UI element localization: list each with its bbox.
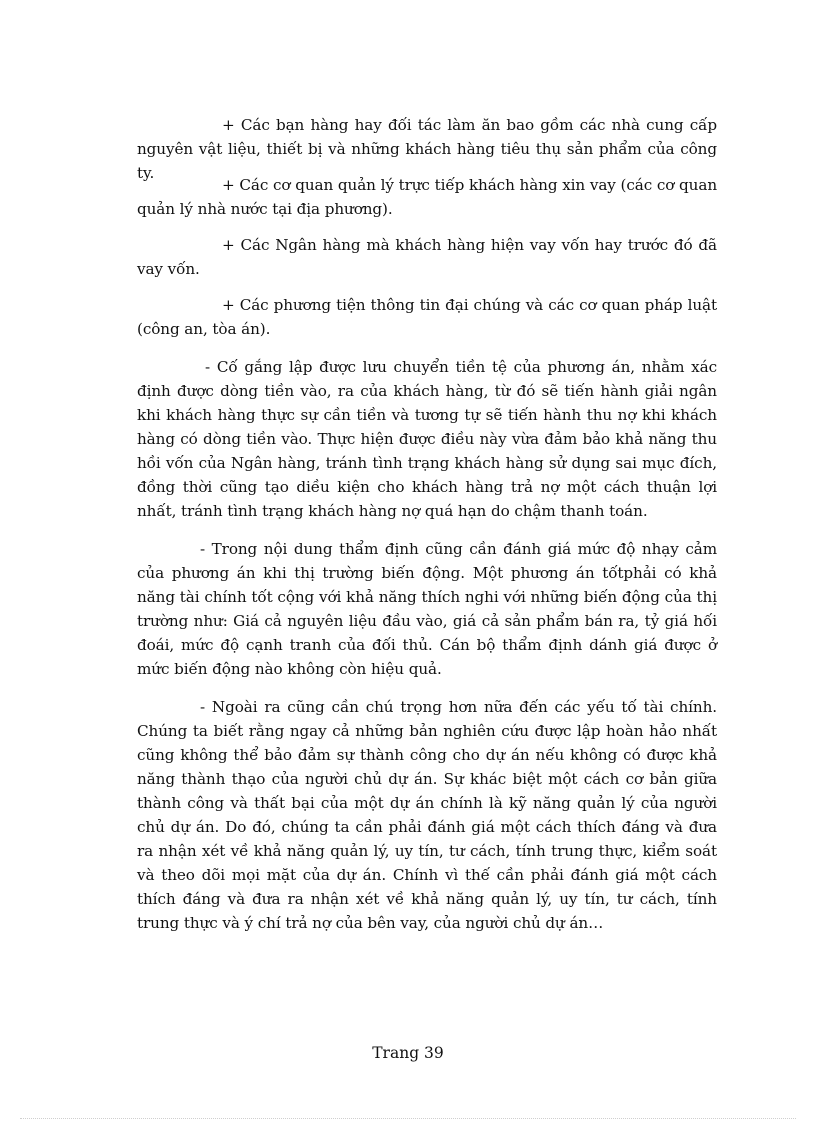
paragraph-business-partners: + Các bạn hàng hay đối tác làm ăn bao gồm các nhà cung cấp nguyên vật liệu, thiết bị và những khách hàng tiêu thụ sản phẩm của công ty. [137,116,717,182]
page-number: Trang 39 [372,1044,444,1062]
page-bottom-divider [20,1118,796,1119]
paragraph-management-agencies: + Các cơ quan quản lý trực tiếp khách hàng xin vay (các cơ quan quản lý nhà nước tại địa phương). [137,176,717,218]
paragraph-media-legal: + Các phương tiện thông tin đại chúng và các cơ quan pháp luật (công an, tòa án). [137,296,717,338]
paragraph-financial-factors: - Ngoài ra cũng cần chú trọng hơn nữa đến các yếu tố tài chính. Chúng ta biết rằng ngay cả những bản nghiên cứu được lập hoàn hảo nhất cũng không thể bảo đảm sự thành công cho dự án nếu không có được khả năng thành thạo của người chủ dự án. Sự khác biệt một cách cơ bản giữa thành công và thất bại của một dự án chính là kỹ năng quản lý của người chủ dự án. Do đó, chúng ta cần phải đánh giá một cách thích đáng và đưa ra nhận xét về khả năng quản lý, uy tín, tư cách, tính trung thực, kiểm soát và theo dõi mọi mặt của dự án. Chính vì thế cần phải đánh giá một cách thích đáng và đưa ra nhận xét về khả năng quản lý, uy tín, tư cách, tính trung thực và ý chí trả nợ của bên vay, của người chủ dự án… [137,698,717,932]
paragraph-banks: + Các Ngân hàng mà khách hàng hiện vay vốn hay trước đó đã vay vốn. [137,236,717,278]
paragraph-sensitivity: - Trong nội dung thẩm định cũng cần đánh giá mức độ nhạy cảm của phương án khi thị trường biến động. Một phương án tốtphải có khả năng tài chính tốt cộng với khả năng thích nghi với những biến động của thị trường như: Giá cả nguyên liệu đầu vào, giá cả sản phẩm bán ra, tỷ giá hối đoái, mức độ cạnh tranh của đối thủ. Cán bộ thẩm định dánh giá được ở mức biến động nào không còn hiệu quả. [137,540,717,678]
paragraph-cash-flow: - Cố gắng lập được lưu chuyển tiền tệ của phương án, nhằm xác định được dòng tiền vào, ra của khách hàng, từ đó sẽ tiến hành giải ngân khi khách hàng thực sự cần tiền và tương tự sẽ tiến hành thu nợ khi khách hàng có dòng tiền vào. Thực hiện được điều này vừa đảm bảo khả năng thu hồi vốn của Ngân hàng, tránh tình trạng khách hàng sử dụng sai mục đích, đồng thời cũng tạo diều kiện cho khách hàng trả nợ một cách thuận lợi nhất, tránh tình trạng khách hàng nợ quá hạn do chậm thanh toán. [137,358,717,520]
